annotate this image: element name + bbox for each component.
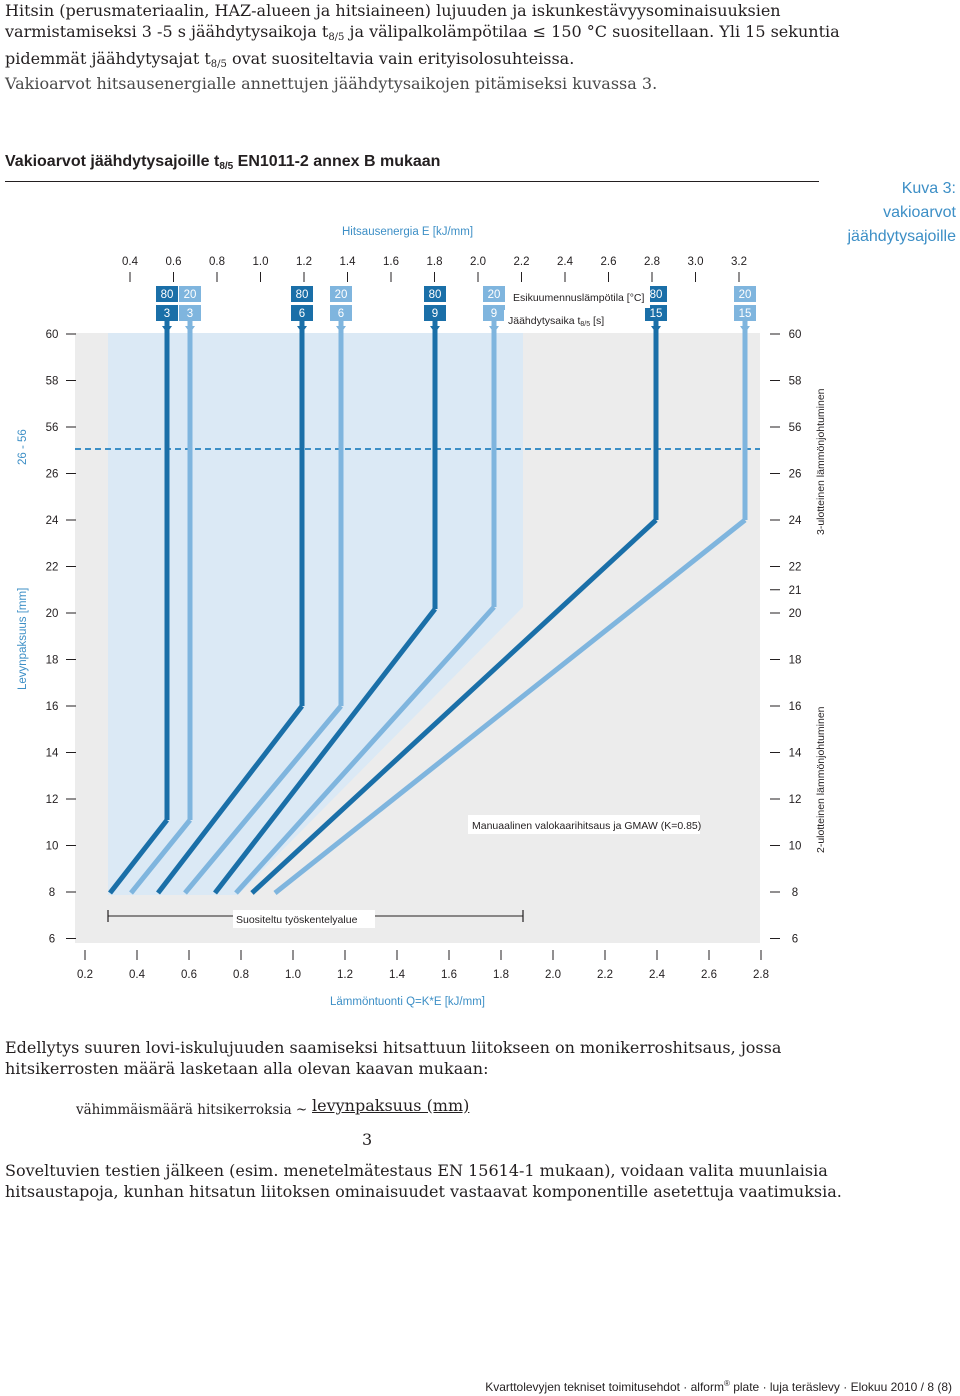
preheat-value: 20: [183, 289, 197, 301]
top-tick-label: 1.4: [339, 256, 356, 268]
top-tick-label: 1.6: [383, 256, 399, 268]
top-tick-label: 2.4: [557, 256, 573, 268]
right-tick-label: 60: [788, 329, 802, 341]
bottom-tick-label: 0.4: [129, 969, 145, 981]
right-tick-label: 10: [788, 840, 802, 853]
right-tick-label: 8: [791, 887, 799, 899]
left-tick-label: 24: [45, 515, 59, 527]
cooling-value: 3: [163, 308, 171, 320]
heading-divider: [5, 181, 819, 182]
bottom-tick-label: 1.4: [389, 969, 405, 981]
formula-denominator: 3: [362, 1130, 373, 1149]
right-tick-label: 58: [788, 375, 802, 388]
left-tick-label: 16: [45, 701, 59, 713]
top-tick-label: 3.0: [687, 256, 704, 268]
bottom-tick-label: 0.8: [233, 969, 249, 981]
page-footer: Kvarttolevyjen tekniset toimitusehdot · alform® plate · luja teräslevy · Elokuu 2010 / 8 (8): [485, 1379, 952, 1394]
left-axis-label: Levynpaksuus [mm]: [17, 587, 29, 690]
cooling-value: 15: [738, 308, 752, 320]
left-break-label: 26 - 56: [17, 429, 29, 465]
process-annotation: Manuaalinen valokaarihitsaus ja GMAW (K=0.85): [472, 820, 702, 832]
left-tick-label: 8: [48, 887, 56, 899]
left-tick-label: 60: [45, 329, 59, 341]
cooling-value: 9: [431, 308, 439, 320]
preheat-label: Esikuumennuslämpötila [°C]: [513, 292, 645, 304]
top-tick-label: 3.2: [731, 256, 747, 268]
preheat-value: 20: [334, 289, 348, 301]
layers-paragraph: Edellytys suuren lovi-iskulujuuden saamiseksi hitsattuun liitokseen on monikerroshitsaus, jossa hitsikerrosten määrä lasketaan alla olevan kaavan mukaan:: [5, 1038, 782, 1078]
intro-line-1: Hitsin (perusmateriaalin, HAZ-alueen ja hitsiaineen) lujuuden ja iskunkestävyysominaisuuksien: [5, 1, 781, 20]
left-tick-label: 56: [45, 422, 59, 434]
left-tick-label: 10: [45, 840, 59, 853]
right-tick-label: 21: [788, 584, 802, 597]
left-tick-label: 20: [45, 608, 59, 620]
bottom-tick-label: 2.0: [545, 969, 561, 981]
top-tick-label: 2.8: [644, 256, 660, 268]
bottom-tick-label: 0.2: [77, 969, 93, 981]
bottom-tick-label: 2.6: [701, 969, 717, 981]
bottom-tick-label: 1.2: [337, 969, 353, 981]
left-axis-ticks: [46, 329, 76, 946]
right-tick-label: 16: [788, 701, 802, 713]
cooling-value: 9: [490, 308, 498, 320]
left-tick-label: 14: [45, 747, 59, 760]
right-tick-label: 56: [788, 422, 802, 434]
right-tick-label: 24: [788, 515, 802, 527]
left-tick-label: 18: [45, 654, 59, 667]
chart-heading: Vakioarvot jäähdytysajoille $t_{8/5}$ EN1011-2 annex B mukaan: [5, 153, 441, 172]
top-tick-label: 1.8: [426, 256, 443, 268]
cooling-value: 6: [337, 308, 345, 320]
left-tick-label: 12: [45, 794, 59, 806]
bottom-axis-label: Lämmöntuonti Q=K*E [kJ/mm]: [330, 996, 485, 1008]
right-axis-label-2d: 2-ulotteinen lämmönjohtuminen: [815, 706, 827, 853]
preheat-value: 20: [487, 289, 501, 301]
top-tick-label: 0.6: [165, 256, 182, 268]
top-tick-label: 2.0: [470, 256, 486, 268]
left-tick-label: 26: [45, 468, 59, 481]
bottom-tick-label: 1.6: [441, 969, 457, 981]
left-tick-label: 6: [48, 933, 56, 946]
bottom-axis-ticks: [77, 950, 769, 981]
alternatives-paragraph: Soveltuvien testien jälkeen (esim. menetelmätestaus EN 15614-1 mukaan), voidaan valita muunlaisia hitsaustapoja, kunhan hitsatun liitoksen ominaisuudet vastaavat komponentille asetettuja vaatimuksia.: [5, 1161, 842, 1201]
top-axis-label: Hitsausenergia E [kJ/mm]: [342, 226, 474, 238]
top-tick-label: 2.2: [513, 256, 530, 268]
top-tick-label: 1.2: [296, 256, 312, 268]
bottom-tick-label: 1.0: [285, 969, 301, 981]
preheat-value: 80: [649, 289, 663, 301]
range-annotation: Suositeltu työskentelyalue: [236, 914, 358, 926]
right-axis-label-3d: 3-ulotteinen lämmönjohtuminen: [815, 388, 827, 535]
bottom-tick-label: 1.8: [493, 969, 509, 981]
left-tick-label: 58: [45, 375, 59, 388]
intro-paragraph: [5, 0, 840, 75]
intro-reference: Vakioarvot hitsausenergialle annettujen jäähdytysaikojen pitämiseksi kuvassa 3.: [5, 74, 658, 93]
bottom-tick-label: 2.2: [597, 969, 613, 981]
right-tick-label: 14: [788, 747, 802, 760]
formula-numerator: levynpaksuus (mm): [312, 1096, 470, 1115]
intro-line-3: pidemmät jäähdytysajat $t_{8/5}$ ovat suositeltavia vain erityisolosuhteissa.: [5, 49, 575, 70]
left-tick-label: 22: [45, 561, 59, 574]
top-axis-ticks: [122, 256, 747, 282]
top-tick-label: 0.8: [209, 256, 225, 268]
right-axis-ticks: [770, 329, 802, 946]
bottom-tick-label: 2.8: [753, 969, 769, 981]
preheat-value: 80: [295, 289, 309, 301]
bottom-tick-label: 2.4: [649, 969, 665, 981]
preheat-value: 20: [738, 289, 752, 301]
right-tick-label: 20: [788, 608, 802, 620]
right-tick-label: 26: [788, 468, 802, 481]
right-tick-label: 6: [791, 933, 799, 946]
formula-label: vähimmäismäärä hitsikerroksia ~: [76, 1102, 308, 1118]
top-tick-label: 0.4: [122, 256, 138, 268]
cooling-value: 3: [186, 308, 194, 320]
intro-line-2: varmistamiseksi 3 -5 s jäähdytysaikoja $t_{8/5}$ ja välipalkolämpötilaa ≤ 150 °C suositellaan. Yli 15 sekuntia: [5, 22, 840, 43]
cooling-time-label: Jäähdytysaika t8/5 [s]: [508, 315, 605, 328]
cooling-time-chart: [0, 215, 960, 1015]
top-tick-label: 2.6: [600, 256, 617, 268]
right-tick-label: 18: [788, 654, 802, 667]
series-header-boxes: [156, 286, 756, 333]
right-tick-label: 12: [788, 794, 802, 806]
right-tick-label: 22: [788, 561, 802, 574]
cooling-value: 6: [298, 308, 306, 320]
figure-caption: Kuva 3: vakioarvot jäähdytysajoille: [847, 180, 956, 245]
cooling-value: 15: [649, 308, 663, 320]
preheat-value: 80: [160, 289, 174, 301]
bottom-tick-label: 0.6: [181, 969, 197, 981]
preheat-value: 80: [428, 289, 442, 301]
top-tick-label: 1.0: [252, 256, 269, 268]
